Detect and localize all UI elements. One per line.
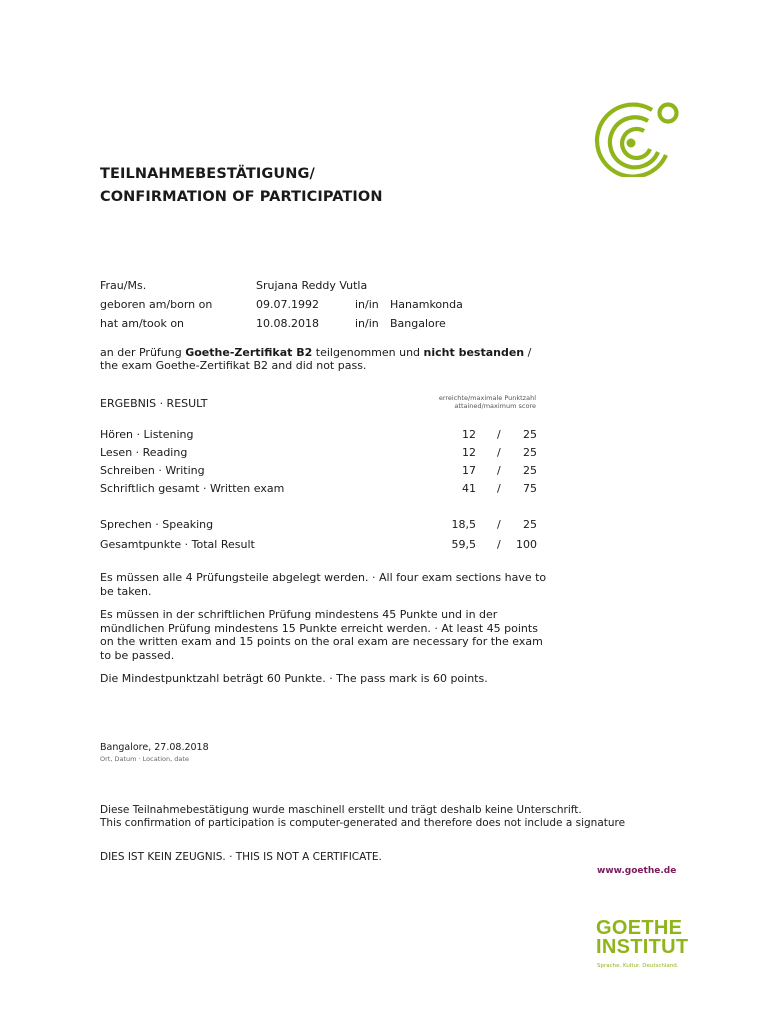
exam-statement-german: [100, 346, 531, 359]
goethe-institut-wordmark: [596, 919, 688, 957]
exam-rules: [100, 571, 550, 696]
score-row: [100, 538, 540, 556]
score-maximum: 25: [523, 464, 537, 477]
score-separator: /: [497, 518, 501, 531]
website-link[interactable]: www.goethe.de: [597, 866, 677, 876]
score-row: [100, 428, 540, 446]
participant-details: [100, 279, 520, 336]
score-maximum: 25: [523, 428, 537, 441]
location-date: Bangalore, 27.08.2018: [100, 742, 209, 753]
title-english: CONFIRMATION OF PARTICIPATION: [100, 189, 383, 205]
rule-all-sections: Es müssen alle 4 Prüfungsteile abgelegt werden. · All four exam sections have to be taken.: [100, 571, 547, 598]
location-date-caption: Ort, Datum · Location, date: [100, 755, 189, 763]
exam-date: 10.08.2018: [256, 317, 319, 330]
took-label: hat am/took on: [100, 317, 185, 330]
score-separator: /: [497, 538, 501, 551]
exam-result: nicht bestanden: [423, 346, 525, 359]
score-maximum: 100: [516, 538, 537, 551]
exam-name: Goethe-Zertifikat B2: [185, 346, 313, 359]
exam-statement: [100, 346, 531, 372]
wordmark-line2: INSTITUT: [596, 936, 689, 958]
score-table: [100, 428, 540, 556]
score-row: [100, 518, 540, 536]
born-label: geboren am/born on: [100, 298, 213, 311]
not-certificate-notice: DIES IST KEIN ZEUGNIS. · THIS IS NOT A CERTIFICATE.: [100, 851, 382, 863]
score-separator: /: [497, 464, 501, 477]
score-attained: 41: [462, 482, 476, 495]
score-attained: 18,5: [451, 518, 476, 531]
birth-date: 09.07.1992: [256, 298, 319, 311]
score-attained: 12: [462, 446, 476, 459]
score-label: Hören · Listening: [100, 428, 194, 441]
score-separator: /: [497, 446, 501, 459]
score-attained: 12: [462, 428, 476, 441]
score-label: Sprechen · Speaking: [100, 518, 214, 531]
score-label: Schriftlich gesamt · Written exam: [100, 482, 285, 495]
exam-date-row: [100, 317, 520, 336]
score-maximum: 25: [523, 518, 537, 531]
birth-in-label: in/in: [355, 298, 379, 311]
exam-statement-english: the exam Goethe-Zertifikat B2 and did not pass.: [100, 359, 367, 372]
score-row: [100, 482, 540, 500]
score-row: [100, 464, 540, 482]
document-title: [100, 163, 383, 209]
name-row: [100, 279, 520, 298]
title-german: TEILNAHMEBESTÄTIGUNG/: [100, 166, 315, 182]
score-label: Lesen · Reading: [100, 446, 188, 459]
exam-in-label: in/in: [355, 317, 379, 330]
note-german: Diese Teilnahmebestätigung wurde maschinell erstellt und trägt deshalb keine Unterschrift.: [100, 804, 582, 816]
wordmark-line1: GOETHE: [596, 917, 683, 939]
birth-place: Hanamkonda: [390, 298, 463, 311]
score-label: Schreiben · Writing: [100, 464, 205, 477]
exam-place: Bangalore: [390, 317, 446, 330]
birth-row: [100, 298, 520, 317]
brand-tagline: Sprache. Kultur. Deutschland.: [597, 963, 679, 969]
exam-pre-text: an der Prüfung: [100, 346, 186, 359]
goethe-circles-logo-icon: [594, 97, 684, 177]
score-maximum: 25: [523, 446, 537, 459]
score-maximum: 75: [523, 482, 537, 495]
score-separator: /: [497, 428, 501, 441]
score-label: Gesamtpunkte · Total Result: [100, 538, 255, 551]
score-note: [384, 394, 536, 410]
results-heading: ERGEBNIS · RESULT: [100, 397, 208, 410]
exam-mid-text: teilgenommen und: [312, 346, 424, 359]
computer-generated-note: [100, 804, 625, 830]
score-note-german: erreichte/maximale Punktzahl: [438, 394, 536, 402]
participant-name: Srujana Reddy Vutla: [256, 279, 368, 292]
score-row: [100, 446, 540, 464]
score-attained: 17: [462, 464, 476, 477]
note-english: This confirmation of participation is computer-generated and therefore does not include a signature: [100, 817, 626, 829]
score-attained: 59,5: [451, 538, 476, 551]
rule-pass-mark: Die Mindestpunktzahl beträgt 60 Punkte. · The pass mark is 60 points.: [100, 672, 488, 685]
score-note-english: attained/maximum score: [454, 402, 536, 410]
rule-minimum-points: Es müssen in der schriftlichen Prüfung mindestens 45 Punkte und in der mündlichen Prüfung mindestens 15 Punkte erreicht werden. · At least 45 points on the written exam and 15 points on the oral exam are necessary for the exam to be passed.: [100, 608, 543, 662]
exam-post-text: /: [524, 346, 532, 359]
score-separator: /: [497, 482, 501, 495]
name-label: Frau/Ms.: [100, 279, 147, 292]
